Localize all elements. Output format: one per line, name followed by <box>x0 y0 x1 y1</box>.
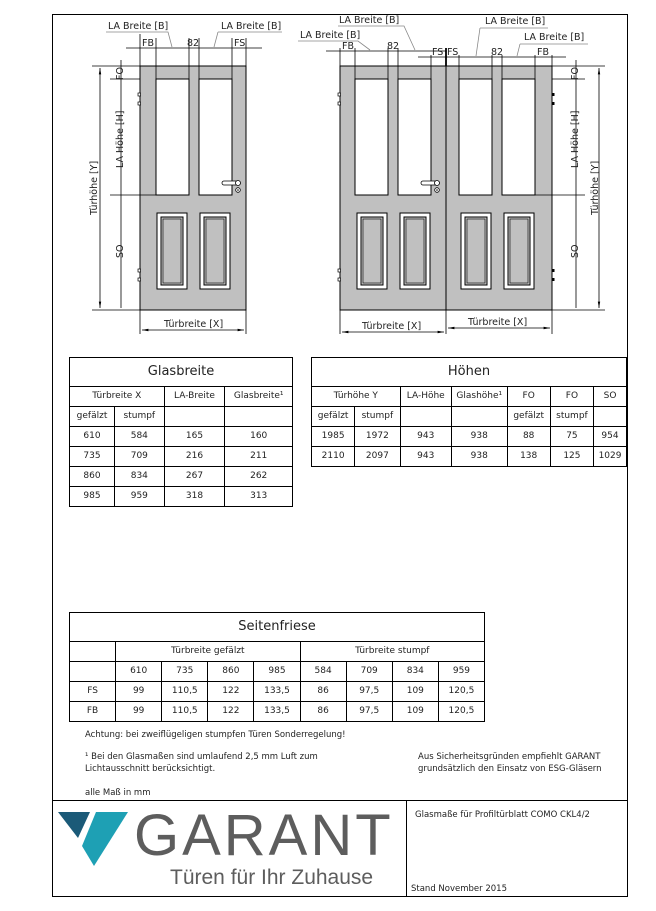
cell: 985 <box>70 487 115 507</box>
cell: 943 <box>400 427 451 447</box>
table-row <box>70 487 293 507</box>
cell: 1985 <box>312 427 355 447</box>
logo-tagline: Türen für Ihr Zuhause <box>170 866 374 889</box>
dim-so: SO <box>570 244 581 258</box>
glass-pane <box>355 79 388 195</box>
dim-fb: FB <box>342 41 354 52</box>
cell: 160 <box>225 427 293 447</box>
glasbreite-table <box>69 357 293 507</box>
column-header: FO <box>550 387 593 407</box>
cell: 120,5 <box>438 682 484 702</box>
cell: 954 <box>594 427 627 447</box>
column-subheader: stumpf <box>550 407 593 427</box>
column-header: 985 <box>254 662 300 682</box>
dim-la-breite: LA Breite [B] <box>485 16 546 27</box>
dim-tuerbreite: Türbreite [X] <box>362 321 422 332</box>
column-subheader <box>164 407 225 427</box>
dim-la-hoehe: LA Höhe [H] <box>570 110 581 168</box>
table-row <box>70 467 293 487</box>
note-footnote-line: Lichtausschnitt berücksichtigt. <box>85 764 216 774</box>
table-title: Glasbreite <box>70 358 293 387</box>
note-safety <box>418 751 602 775</box>
cell: 262 <box>225 467 293 487</box>
column-subheader: gefälzt <box>507 407 550 427</box>
glass-pane <box>502 79 535 195</box>
cell: 86 <box>300 682 346 702</box>
dim-fo: FO <box>570 67 581 80</box>
dim-fo: FO <box>115 67 126 80</box>
cell: 735 <box>70 447 115 467</box>
note-units: alle Maß in mm <box>85 788 151 798</box>
cell: 110,5 <box>162 702 208 722</box>
cell: 97,5 <box>346 682 392 702</box>
dim-la-hoehe: LA Höhe [H] <box>115 110 126 168</box>
column-header: Glasbreite¹ <box>225 387 293 407</box>
column-header: FO <box>507 387 550 407</box>
cell: 267 <box>164 467 225 487</box>
cell: 165 <box>164 427 225 447</box>
raised-panel <box>357 213 387 289</box>
table-row <box>70 682 485 702</box>
cell: 97,5 <box>346 702 392 722</box>
raised-panel <box>157 213 187 289</box>
cell: 584 <box>115 427 165 447</box>
dim-la-breite: LA Breite [B] <box>524 32 585 43</box>
cell: 99 <box>116 682 162 702</box>
hoehen-table <box>311 357 627 467</box>
logo-mark-dark <box>58 812 90 838</box>
cell: 125 <box>550 447 593 467</box>
cell: 133,5 <box>254 682 300 702</box>
dim-mullion: 82 <box>387 41 400 52</box>
drawing-title: Glasmaße für Profiltürblatt COMO CKL4/2 <box>415 810 590 820</box>
cell: 75 <box>550 427 593 447</box>
column-header: 735 <box>162 662 208 682</box>
dim-la-breite: LA Breite [B] <box>108 21 169 32</box>
raised-panel <box>461 213 491 289</box>
double-door <box>298 15 605 334</box>
table-row <box>70 447 293 467</box>
cell: 211 <box>225 447 293 467</box>
cell: 318 <box>164 487 225 507</box>
cell: 122 <box>208 682 254 702</box>
column-header: LA-Höhe <box>400 387 451 407</box>
cell: 109 <box>392 682 438 702</box>
note-achtung: Achtung: bei zweiflügeligen stumpfen Türen Sonderregelung! <box>85 730 346 740</box>
garant-logo-mark <box>58 810 138 870</box>
column-header: 610 <box>116 662 162 682</box>
door-drawing <box>0 0 656 345</box>
dim-la-breite: LA Breite [B] <box>221 21 282 32</box>
glass-pane <box>199 79 232 195</box>
dim-fb: FB <box>142 38 154 49</box>
seitenfriese-table <box>69 612 485 722</box>
title-block-info <box>406 800 628 897</box>
group-header: Türbreite stumpf <box>300 642 484 662</box>
raised-panel <box>200 213 230 289</box>
column-header: SO <box>594 387 627 407</box>
dim-fs: FS <box>234 38 246 49</box>
cell: 109 <box>392 702 438 722</box>
dim-mullion: 82 <box>187 38 200 49</box>
cell: 86 <box>300 702 346 722</box>
glass-pane <box>156 79 189 195</box>
column-subheader: stumpf <box>355 407 400 427</box>
cell: 88 <box>507 427 550 447</box>
logo-wordmark: GARANT <box>134 803 394 868</box>
cell: 834 <box>115 467 165 487</box>
group-header: Türbreite gefälzt <box>116 642 300 662</box>
raised-panel <box>504 213 534 289</box>
cell: 313 <box>225 487 293 507</box>
column-subheader: stumpf <box>115 407 165 427</box>
table-title: Seitenfriese <box>70 613 485 642</box>
empty-cell <box>70 662 116 682</box>
row-label: FS <box>70 682 116 702</box>
column-header: 834 <box>392 662 438 682</box>
cell: 709 <box>115 447 165 467</box>
table-title: Höhen <box>312 358 627 387</box>
dim-la-breite: LA Breite [B] <box>300 30 361 41</box>
table-row <box>70 427 293 447</box>
single-door <box>89 21 282 334</box>
note-footnote-line: ¹ Bei den Glasmaßen sind umlaufend 2,5 mm Luft zum <box>85 752 318 762</box>
empty-cell <box>70 642 116 662</box>
column-subheader <box>225 407 293 427</box>
revision-date: Stand November 2015 <box>411 884 507 894</box>
cell: 1972 <box>355 427 400 447</box>
table-row <box>70 702 485 722</box>
cell: 138 <box>507 447 550 467</box>
column-header: 860 <box>208 662 254 682</box>
cell: 110,5 <box>162 682 208 702</box>
column-header: Glashöhe¹ <box>451 387 507 407</box>
dim-fs: FS <box>432 47 444 58</box>
note-safety-line: grundsätzlich den Einsatz von ESG-Gläsern <box>418 764 602 774</box>
column-header: LA-Breite <box>164 387 225 407</box>
cell: 2097 <box>355 447 400 467</box>
cell: 610 <box>70 427 115 447</box>
cell: 1029 <box>594 447 627 467</box>
note-footnote <box>85 751 318 775</box>
column-header: Türhöhe Y <box>312 387 401 407</box>
dim-fb: FB <box>537 47 549 58</box>
cell: 120,5 <box>438 702 484 722</box>
column-header: 584 <box>300 662 346 682</box>
cell: 943 <box>400 447 451 467</box>
dim-tuerbreite: Türbreite [X] <box>468 317 528 328</box>
cell: 2110 <box>312 447 355 467</box>
column-header: 709 <box>346 662 392 682</box>
dim-so: SO <box>115 244 126 258</box>
cell: 133,5 <box>254 702 300 722</box>
cell: 959 <box>115 487 165 507</box>
cell: 122 <box>208 702 254 722</box>
cell: 860 <box>70 467 115 487</box>
column-subheader <box>594 407 627 427</box>
logo-mark-light <box>82 812 128 866</box>
cell: 938 <box>451 427 507 447</box>
dim-mullion: 82 <box>491 47 504 58</box>
cell: 216 <box>164 447 225 467</box>
note-safety-line: Aus Sicherheitsgründen empfiehlt GARANT <box>418 752 601 762</box>
column-subheader: gefälzt <box>312 407 355 427</box>
row-label: FB <box>70 702 116 722</box>
cell: 99 <box>116 702 162 722</box>
column-subheader: gefälzt <box>70 407 115 427</box>
glass-pane <box>398 79 431 195</box>
column-header: Türbreite X <box>70 387 165 407</box>
cell: 938 <box>451 447 507 467</box>
dim-tuerhoehe: Türhöhe [Y] <box>590 160 601 215</box>
column-subheader <box>400 407 451 427</box>
table-row <box>312 427 627 447</box>
table-row <box>312 447 627 467</box>
column-subheader <box>451 407 507 427</box>
dim-tuerbreite: Türbreite [X] <box>164 319 224 330</box>
dim-tuerhoehe: Türhöhe [Y] <box>89 160 100 215</box>
raised-panel <box>400 213 430 289</box>
glass-pane <box>459 79 492 195</box>
dim-la-breite: LA Breite [B] <box>339 15 400 26</box>
column-header: 959 <box>438 662 484 682</box>
dim-fs: FS <box>447 47 459 58</box>
